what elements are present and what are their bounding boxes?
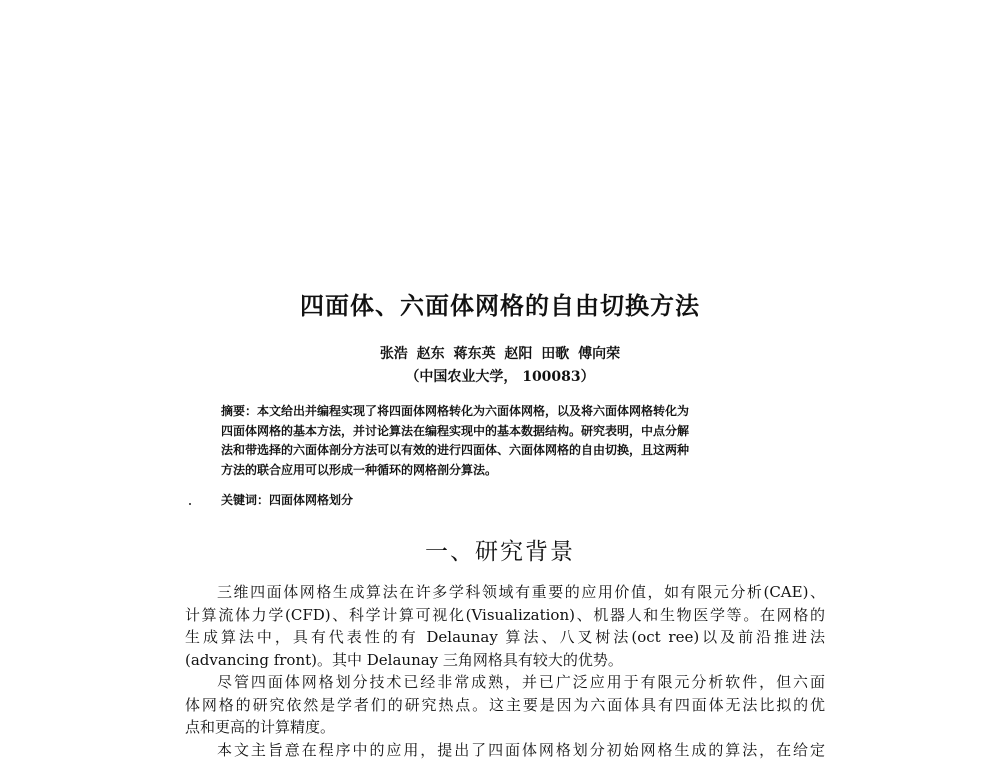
body-text [185,581,825,761]
abstract-line: 四面体网格的基本方法，并讨论算法在编程实现中的基本数据结构。研究表明，中点分解 [221,422,809,442]
abstract-line: 法和带选择的六面体剖分方法可以有效的进行四面体、六面体网格的自由切换，且这两种 [221,441,809,461]
abstract [221,402,809,480]
section-heading: 一、研究背景 [0,533,1000,566]
abstract-line: 方法的联合应用可以形成一种循环的网格剖分算法。 [221,461,809,481]
body-line: 尽管四面体网格划分技术已经非常成熟，并已广泛应用于有限元分析软件，但六面 [185,671,825,694]
body-line: (advancing front)。其中 Delaunay 三角网格具有较大的优势。 [185,649,825,672]
keywords-text: 四面体网格划分 [269,493,353,507]
body-line: 计算流体力学(CFD)、科学计算可视化(Visualization)、机器人和生物医学等。在网格的 [185,604,825,627]
body-line: 三维四面体网格生成算法在许多学科领域有重要的应用价值，如有限元分析(CAE)、 [185,581,825,604]
body-line: 本文主旨意在程序中的应用，提出了四面体网格划分初始网格生成的算法，在给定 [185,739,825,761]
scan-dot-mark [189,503,191,505]
keywords [221,491,353,508]
abstract-line: 摘要：本文给出并编程实现了将四面体网格转化为六面体网格，以及将六面体网格转化为 [221,402,809,422]
body-line: 生成算法中，具有代表性的有 Delaunay 算法、八叉树法(oct ree)以及前沿推进法 [185,626,825,649]
keywords-label: 关键词： [221,493,269,507]
abstract-label: 摘要： [221,404,257,418]
author-list: 张浩 赵东 蒋东英 赵阳 田歌 傅向荣 [0,343,1000,363]
author-affiliation: （中国农业大学， 100083） [0,366,1000,386]
paper-title: 四面体、六面体网格的自由切换方法 [0,286,1000,321]
body-line: 点和更高的计算精度。 [185,716,825,739]
body-line: 体网格的研究依然是学者们的研究热点。这主要是因为六面体具有四面体无法比拟的优 [185,694,825,717]
